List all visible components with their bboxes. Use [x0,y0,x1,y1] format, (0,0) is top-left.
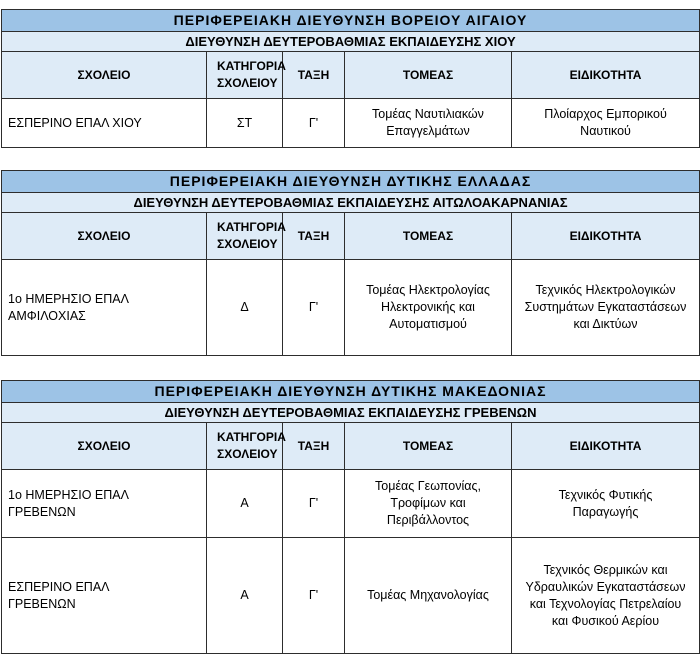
col-category-header: ΚΑΤΗΓΟΡΙΑ ΣΧΟΛΕΙΟΥ [207,213,283,260]
col-grade-header: ΤΑΞΗ [283,213,345,260]
region-table-0 [1,9,699,148]
col-category-cell: Α [207,538,283,654]
col-grade-cell: Γ' [283,538,345,654]
col-category-cell: Α [207,470,283,538]
region-title: ΠΕΡΙΦΕΡΕΙΑΚΗ ΔΙΕΥΘΥΝΣΗ ΒΟΡΕΙΟΥ ΑΙΓΑΙΟΥ [2,10,700,32]
col-category-cell: ΣΤ [207,99,283,148]
region-title: ΠΕΡΙΦΕΡΕΙΑΚΗ ΔΙΕΥΘΥΝΣΗ ΔΥΤΙΚΗΣ ΜΑΚΕΔΟΝΙΑΣ [2,381,700,403]
col-grade-cell: Γ' [283,260,345,356]
col-specialty-header: ΕΙΔΙΚΟΤΗΤΑ [512,213,700,260]
col-school-header: ΣΧΟΛΕΙΟ [2,52,207,99]
schools-table [1,380,700,654]
col-specialty-header: ΕΙΔΙΚΟΤΗΤΑ [512,52,700,99]
col-school-cell: 1ο ΗΜΕΡΗΣΙΟ ΕΠΑΛ ΑΜΦΙΛΟΧΙΑΣ [2,260,207,356]
col-sector-cell: Τομέας Ηλεκτρολογίας Ηλεκτρονικής και Αυτοματισμού [345,260,512,356]
col-sector-cell: Τομέας Ναυτιλιακών Επαγγελμάτων [345,99,512,148]
col-category-cell: Δ [207,260,283,356]
region-table-1 [1,170,699,356]
col-category-header: ΚΑΤΗΓΟΡΙΑ ΣΧΟΛΕΙΟΥ [207,52,283,99]
table-row [2,260,700,356]
col-school-header: ΣΧΟΛΕΙΟ [2,423,207,470]
directorate-title: ΔΙΕΥΘΥΝΣΗ ΔΕΥΤΕΡΟΒΑΘΜΙΑΣ ΕΚΠΑΙΔΕΥΣΗΣ ΧΙΟΥ [2,32,700,52]
col-school-cell: 1ο ΗΜΕΡΗΣΙΟ ΕΠΑΛ ΓΡΕΒΕΝΩΝ [2,470,207,538]
col-specialty-cell: Τεχνικός Φυτικής Παραγωγής [512,470,700,538]
region-table-2 [1,380,699,654]
table-row [2,538,700,654]
col-sector-header: ΤΟΜΕΑΣ [345,52,512,99]
col-school-cell: ΕΣΠΕΡΙΝΟ ΕΠΑΛ ΓΡΕΒΕΝΩΝ [2,538,207,654]
col-grade-cell: Γ' [283,99,345,148]
col-school-header: ΣΧΟΛΕΙΟ [2,213,207,260]
schools-table [1,170,700,356]
col-sector-header: ΤΟΜΕΑΣ [345,423,512,470]
col-grade-cell: Γ' [283,470,345,538]
directorate-title: ΔΙΕΥΘΥΝΣΗ ΔΕΥΤΕΡΟΒΑΘΜΙΑΣ ΕΚΠΑΙΔΕΥΣΗΣ ΓΡΕΒΕΝΩΝ [2,403,700,423]
col-school-cell: ΕΣΠΕΡΙΝΟ ΕΠΑΛ ΧΙΟΥ [2,99,207,148]
col-grade-header: ΤΑΞΗ [283,423,345,470]
col-sector-cell: Τομέας Γεωπονίας, Τροφίμων και Περιβάλλοντος [345,470,512,538]
col-specialty-cell: Τεχνικός Ηλεκτρολογικών Συστημάτων Εγκαταστάσεων και Δικτύων [512,260,700,356]
directorate-title: ΔΙΕΥΘΥΝΣΗ ΔΕΥΤΕΡΟΒΑΘΜΙΑΣ ΕΚΠΑΙΔΕΥΣΗΣ ΑΙΤΩΛΟΑΚΑΡΝΑΝΙΑΣ [2,193,700,213]
table-row [2,99,700,148]
col-sector-header: ΤΟΜΕΑΣ [345,213,512,260]
col-specialty-cell: Τεχνικός Θερμικών και Υδραυλικών Εγκαταστάσεων και Τεχνολογίας Πετρελαίου και Φυσικού Αερίου [512,538,700,654]
region-title: ΠΕΡΙΦΕΡΕΙΑΚΗ ΔΙΕΥΘΥΝΣΗ ΔΥΤΙΚΗΣ ΕΛΛΑΔΑΣ [2,171,700,193]
col-specialty-header: ΕΙΔΙΚΟΤΗΤΑ [512,423,700,470]
col-specialty-cell: Πλοίαρχος Εμπορικού Ναυτικού [512,99,700,148]
schools-table [1,9,700,148]
col-grade-header: ΤΑΞΗ [283,52,345,99]
col-sector-cell: Τομέας Μηχανολογίας [345,538,512,654]
col-category-header: ΚΑΤΗΓΟΡΙΑ ΣΧΟΛΕΙΟΥ [207,423,283,470]
table-row [2,470,700,538]
